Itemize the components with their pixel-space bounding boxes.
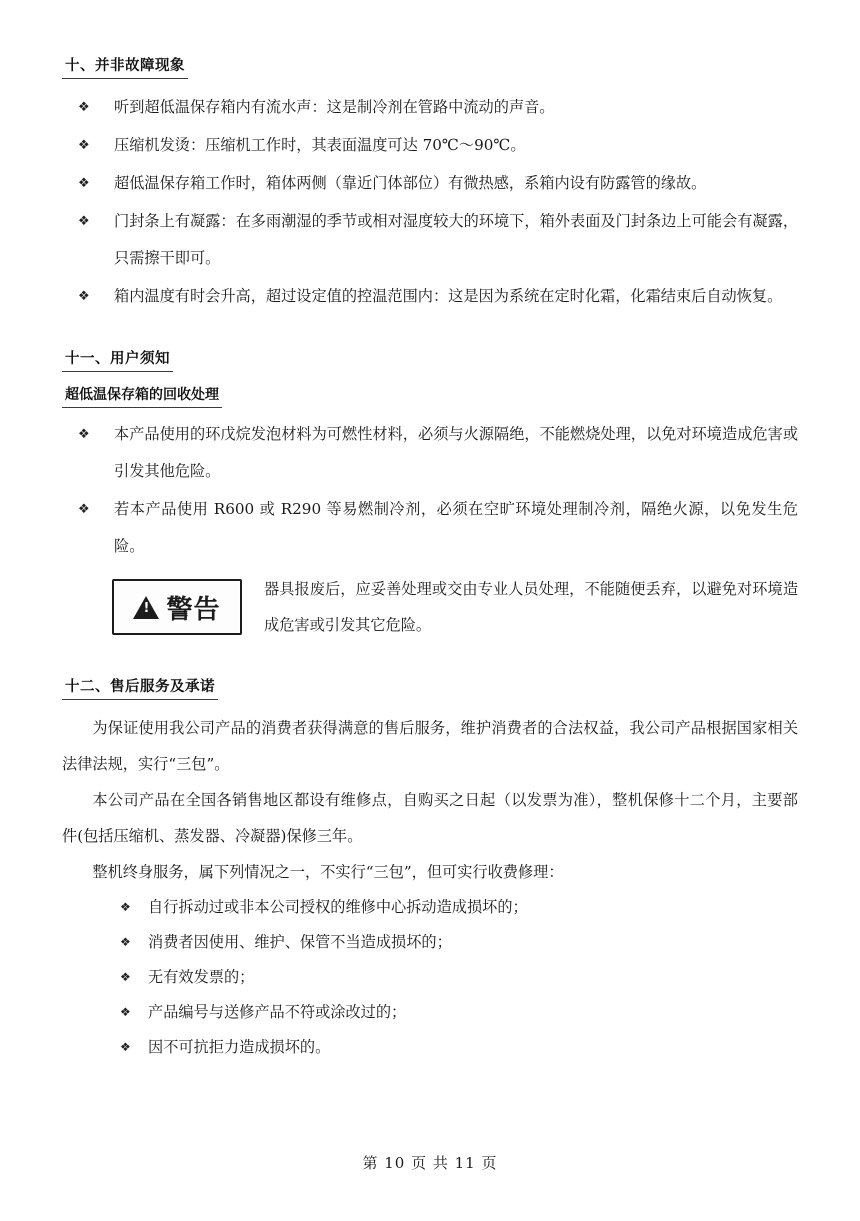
paragraph: 本公司产品在全国各销售地区都设有维修点，自购买之日起（以发票为准），整机保修十二个月，主要部件(包括压缩机、蒸发器、冷凝器)保修三年。 bbox=[62, 791, 798, 845]
diamond-bullet-icon: ❖ bbox=[120, 1005, 131, 1019]
diamond-bullet-icon: ❖ bbox=[120, 970, 131, 984]
list-item-text: 听到超低温保存箱内有流水声：这是制冷剂在管路中流动的声音。 bbox=[114, 98, 555, 116]
list-item bbox=[62, 960, 798, 995]
list-item-text: 若本产品使用 R600 或 R290 等易燃制冷剂，必须在空旷环境处理制冷剂，隔绝火源，以免发生危险。 bbox=[114, 500, 798, 555]
list-item-text: 超低温保存箱工作时，箱体两侧（靠近门体部位）有微热感，系箱内设有防露管的缘故。 bbox=[114, 174, 707, 192]
list-item bbox=[62, 165, 798, 202]
list-item-text: 消费者因使用、维护、保管不当造成损坏的； bbox=[148, 933, 452, 951]
list-item-text: 箱内温度有时会升高，超过设定值的控温范围内：这是因为系统在定时化霜，化霜结束后自动恢复。 bbox=[114, 287, 783, 305]
section-heading-row bbox=[62, 673, 798, 700]
list-item-text: 本产品使用的环戊烷发泡材料为可燃性材料，必须与火源隔绝，不能燃烧处理，以免对环境造成危害或引发其他危险。 bbox=[114, 425, 798, 480]
exclusion-list bbox=[62, 890, 798, 1065]
list-item-text: 压缩机发烫：压缩机工作时，其表面温度可达 70℃～90℃。 bbox=[114, 136, 526, 154]
list-item-text: 无有效发票的； bbox=[148, 968, 255, 986]
list-item bbox=[62, 278, 798, 315]
page-footer: 第 10 页 共 11 页 bbox=[362, 1154, 498, 1172]
section-heading-11: 十一、用户须知 bbox=[62, 345, 173, 372]
diamond-bullet-icon: ❖ bbox=[78, 176, 90, 191]
list-item bbox=[62, 925, 798, 960]
section-heading-row bbox=[62, 345, 798, 372]
list-item-text: 产品编号与送修产品不符或涂改过的； bbox=[148, 1003, 407, 1021]
diamond-bullet-icon: ❖ bbox=[120, 935, 131, 949]
diamond-bullet-icon: ❖ bbox=[78, 100, 90, 115]
diamond-bullet-icon: ❖ bbox=[78, 214, 90, 229]
warning-triangle-icon bbox=[133, 596, 159, 619]
list-item-text: 因不可抗拒力造成损坏的。 bbox=[148, 1038, 331, 1056]
warning-text: 器具报废后，应妥善处理或交由专业人员处理，不能随便丢弃，以避免对环境造成危害或引发其它危险。 bbox=[264, 580, 798, 634]
list-item bbox=[62, 995, 798, 1030]
list-item bbox=[62, 203, 798, 277]
list-item bbox=[62, 416, 798, 490]
diamond-bullet-icon: ❖ bbox=[120, 1040, 131, 1054]
diamond-bullet-icon: ❖ bbox=[78, 427, 90, 442]
warning-sign-label: 警告 bbox=[166, 594, 221, 625]
list-item-text: 门封条上有凝露：在多雨潮湿的季节或相对湿度较大的环境下，箱外表面及门封条边上可能会有凝露，只需擦干即可。 bbox=[114, 212, 798, 267]
list-item bbox=[62, 89, 798, 126]
sub-heading-recycling: 超低温保存箱的回收处理 bbox=[62, 382, 222, 408]
warning-block bbox=[112, 571, 798, 643]
diamond-bullet-icon: ❖ bbox=[78, 289, 90, 304]
list-item bbox=[62, 890, 798, 925]
diamond-bullet-icon: ❖ bbox=[120, 900, 131, 914]
section-heading-12: 十二、售后服务及承诺 bbox=[62, 673, 218, 700]
paragraph: 整机终身服务，属下列情况之一，不实行“三包”，但可实行收费修理： bbox=[92, 863, 564, 881]
list-item-text: 自行拆动过或非本公司授权的维修中心拆动造成损坏的； bbox=[148, 898, 528, 916]
warning-sign-icon bbox=[112, 579, 242, 635]
list-item bbox=[62, 127, 798, 164]
list-item bbox=[62, 491, 798, 565]
section-heading-row bbox=[62, 52, 798, 79]
bullet-list-11 bbox=[62, 416, 798, 565]
paragraph: 为保证使用我公司产品的消费者获得满意的售后服务，维护消费者的合法权益，我公司产品根据国家相关法律法规，实行“三包”。 bbox=[62, 719, 798, 773]
sub-heading-row bbox=[62, 382, 798, 408]
list-item bbox=[62, 1030, 798, 1065]
diamond-bullet-icon: ❖ bbox=[78, 502, 90, 517]
diamond-bullet-icon: ❖ bbox=[78, 138, 90, 153]
section-heading-10: 十、并非故障现象 bbox=[62, 52, 188, 79]
bullet-list-10 bbox=[62, 89, 798, 315]
